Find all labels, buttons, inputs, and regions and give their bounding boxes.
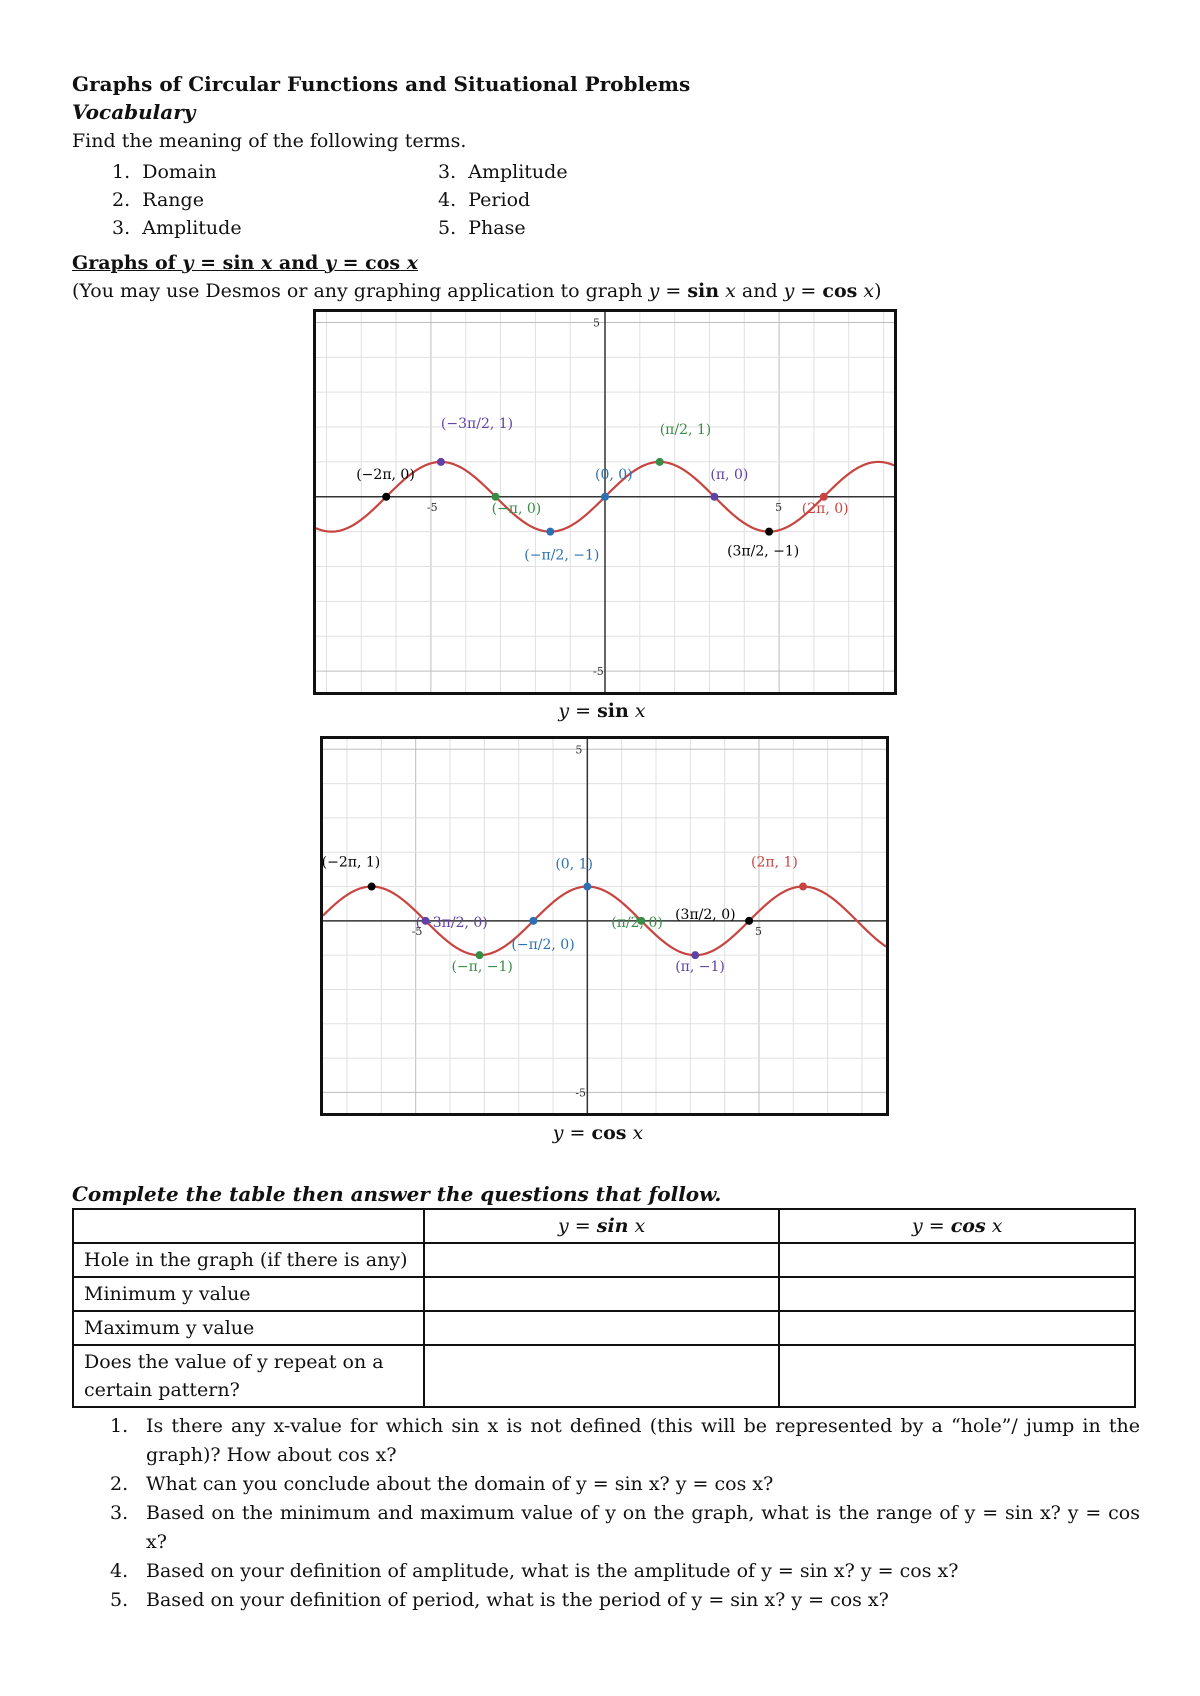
- data-point: [546, 528, 554, 536]
- data-point: [765, 528, 773, 536]
- table-header-cos: y = cos x: [779, 1209, 1135, 1243]
- table-row: [73, 1243, 1135, 1277]
- list-item: 1. Is there any x-value for which sin x is not defined (this will be represented by a “hole”/ jump in the graph)? How about cos x?: [110, 1415, 1140, 1466]
- list-item: 3. Based on the minimum and maximum value of y on the graph, what is the range of y = sin x? y = cos x?: [110, 1502, 1140, 1553]
- data-point: [437, 458, 445, 466]
- point-label: (−3π/2, 0): [415, 914, 488, 931]
- x-tick-label: -5: [426, 500, 438, 514]
- data-point: [601, 493, 609, 501]
- table-heading: Complete the table then answer the questions that follow.: [72, 1182, 722, 1206]
- point-label: (−3π/2, 1): [440, 415, 514, 432]
- list-item: 5. Based on your definition of period, what is the period of y = sin x? y = cos x?: [110, 1589, 889, 1611]
- y-tick-label: 5: [593, 316, 600, 330]
- data-point: [583, 883, 591, 891]
- cosine-graph: [320, 736, 889, 1116]
- point-label: (−π/2, 0): [511, 936, 575, 953]
- page-title: Graphs of Circular Functions and Situational Problems: [72, 72, 691, 96]
- graphing-note: (You may use Desmos or any graphing application to graph y = sin x and y = cos x): [72, 280, 882, 302]
- point-label: (π, 0): [710, 466, 749, 483]
- list-item: 1. Domain: [112, 161, 217, 183]
- vocabulary-instruction: Find the meaning of the following terms.: [72, 130, 467, 152]
- x-tick-label: -5: [411, 924, 423, 938]
- data-point: [529, 917, 537, 925]
- worksheet-table: [72, 1208, 1136, 1408]
- list-item: 2. What can you conclude about the domain of y = sin x? y = cos x?: [110, 1473, 774, 1495]
- x-tick-label: 5: [754, 924, 762, 938]
- answer-cell[interactable]: [424, 1243, 780, 1277]
- data-point: [691, 951, 699, 959]
- point-label: (2π, 1): [751, 854, 798, 871]
- data-point: [745, 917, 753, 925]
- answer-cell[interactable]: [424, 1345, 780, 1407]
- data-point: [368, 883, 376, 891]
- y-tick-label: -5: [575, 1086, 587, 1100]
- answer-cell[interactable]: [424, 1311, 780, 1345]
- point-label: (0, 1): [555, 856, 593, 873]
- point-label: (π/2, 0): [611, 914, 663, 931]
- table-header-blank: [73, 1209, 424, 1243]
- list-item: 4. Based on your definition of amplitude, what is the amplitude of y = sin x? y = cos x?: [110, 1560, 959, 1582]
- y-tick-label: -5: [593, 665, 604, 679]
- point-label: (−π, −1): [451, 959, 513, 976]
- data-point: [382, 493, 390, 501]
- data-point: [492, 493, 500, 501]
- list-item: 2. Range: [112, 189, 204, 211]
- data-point: [820, 493, 828, 501]
- point-label: (0, 0): [595, 466, 633, 483]
- point-label: (π/2, 1): [659, 421, 712, 438]
- point-label: (−2π, 1): [323, 854, 381, 871]
- list-item: 3. Amplitude: [112, 217, 242, 239]
- questions-list: [110, 1412, 1140, 1615]
- cosine-graph-canvas: [323, 739, 886, 1113]
- point-label: (−π/2, −1): [524, 547, 600, 564]
- list-item: 3. Amplitude: [438, 161, 568, 183]
- data-point: [710, 493, 718, 501]
- sine-graph: [313, 309, 897, 695]
- data-point: [656, 458, 664, 466]
- table-header-sin: y = sin x: [424, 1209, 780, 1243]
- cosine-graph-caption: y = cos x: [552, 1122, 644, 1144]
- sine-graph-caption: y = sin x: [558, 700, 646, 722]
- table-header-row: [73, 1209, 1135, 1243]
- y-tick-label: 5: [575, 743, 583, 757]
- answer-cell[interactable]: [779, 1243, 1135, 1277]
- vocabulary-heading: Vocabulary: [72, 100, 196, 124]
- list-item: 4. Period: [438, 189, 531, 211]
- graphs-section-heading: Graphs of y = sin x and y = cos x: [72, 252, 419, 274]
- answer-cell[interactable]: [779, 1277, 1135, 1311]
- data-point: [475, 951, 483, 959]
- x-tick-label: 5: [775, 500, 783, 514]
- point-label: (−π, 0): [491, 500, 542, 517]
- table-row-label: Maximum y value: [73, 1311, 424, 1345]
- answer-cell[interactable]: [779, 1311, 1135, 1345]
- table-row-label: Does the value of y repeat on a certain pattern?: [73, 1345, 424, 1407]
- point-label: (3π/2, 0): [675, 906, 736, 923]
- point-label: (−2π, 0): [356, 466, 415, 483]
- sine-graph-canvas: [316, 312, 894, 692]
- table-row: [73, 1277, 1135, 1311]
- table-row: [73, 1345, 1135, 1407]
- data-point: [799, 883, 807, 891]
- point-label: (3π/2, −1): [727, 543, 800, 560]
- answer-cell[interactable]: [779, 1345, 1135, 1407]
- answer-cell[interactable]: [424, 1277, 780, 1311]
- table-row-label: Hole in the graph (if there is any): [73, 1243, 424, 1277]
- point-label: (π, −1): [675, 959, 725, 976]
- point-label: (2π, 0): [801, 500, 849, 517]
- table-row-label: Minimum y value: [73, 1277, 424, 1311]
- list-item: 5. Phase: [438, 217, 526, 239]
- table-row: [73, 1311, 1135, 1345]
